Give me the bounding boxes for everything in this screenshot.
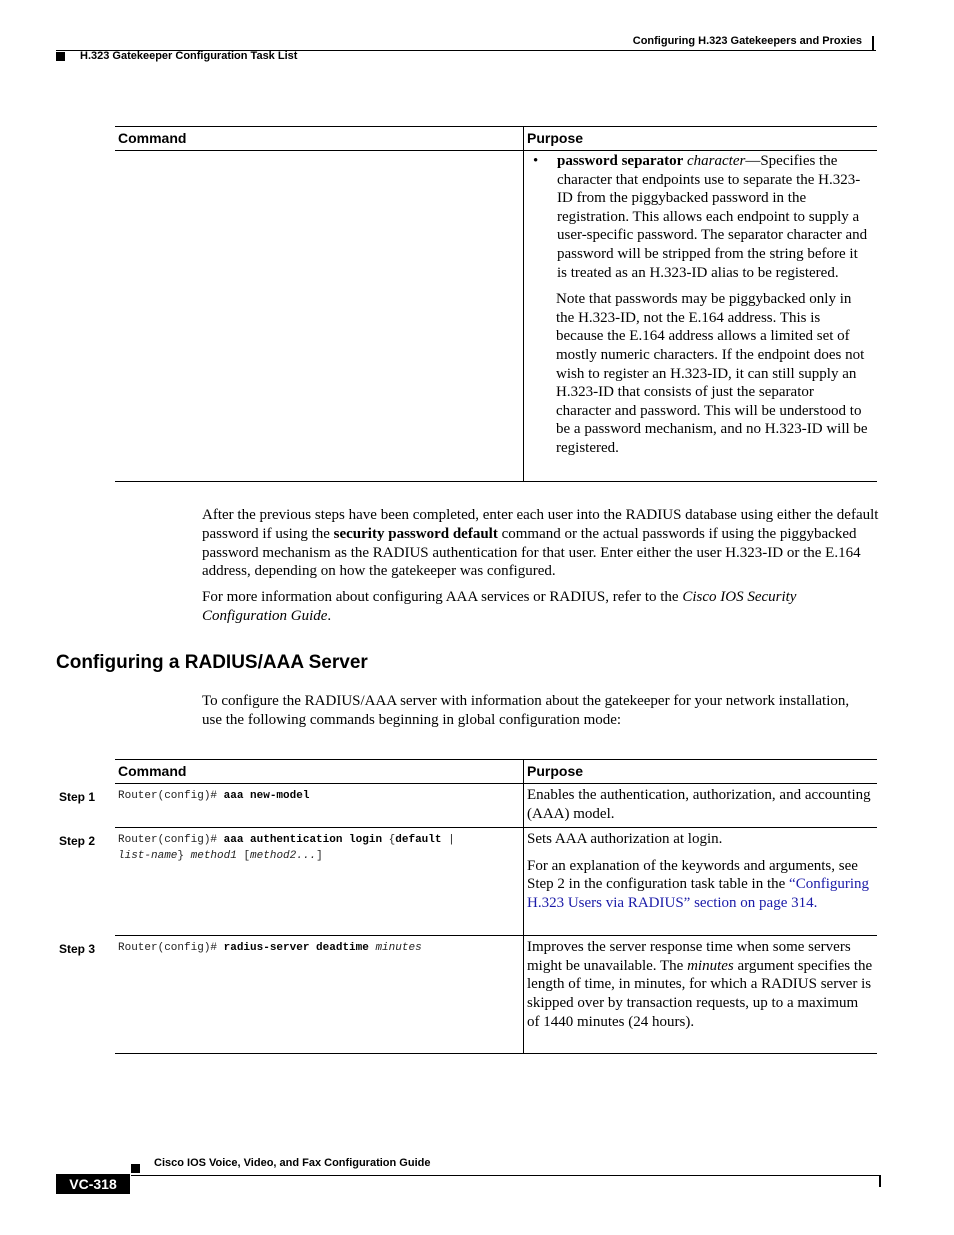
header-bar bbox=[872, 36, 874, 50]
command-cell bbox=[115, 936, 524, 1054]
bullet-text bbox=[557, 152, 869, 282]
purpose-cell bbox=[524, 936, 878, 1054]
step-label-2: Step 2 bbox=[59, 834, 96, 848]
purpose-text: Sets AAA authorization at login. bbox=[527, 831, 723, 848]
paragraph-intro: To configure the RADIUS/AAA server with information about the gatekeeper for your network installation, use the following commands beginning in global configuration mode: bbox=[202, 693, 850, 728]
syntax-bracket: [ bbox=[236, 850, 251, 863]
column-header-purpose: Purpose bbox=[524, 760, 878, 784]
syntax-pipe: | bbox=[441, 834, 455, 847]
syntax-brace: } bbox=[177, 850, 191, 863]
prompt: Router(config)# bbox=[118, 790, 224, 802]
purpose-cell bbox=[524, 151, 878, 482]
table-row bbox=[115, 784, 877, 828]
argument-method1: method1 bbox=[190, 850, 237, 863]
command-keyword: radius-server deadtime bbox=[223, 942, 369, 955]
footer-bar bbox=[879, 1175, 881, 1187]
bullet-icon: • bbox=[533, 153, 539, 169]
header-marker bbox=[56, 52, 65, 61]
paragraph-more-info bbox=[202, 588, 882, 626]
command-cell-empty bbox=[115, 151, 524, 482]
step-label-1: Step 1 bbox=[59, 790, 96, 804]
section-heading: Configuring a RADIUS/AAA Server bbox=[56, 652, 368, 673]
syntax-bracket: ] bbox=[316, 850, 323, 863]
page-number: VC-318 bbox=[56, 1174, 130, 1194]
keyword-password-separator: password separator bbox=[557, 153, 684, 169]
prompt: Router(config)# bbox=[118, 942, 224, 955]
table-row bbox=[115, 936, 877, 1054]
note-paragraph: Note that passwords may be piggybacked only in the H.323-ID, not the E.164 address. This is because the E.164 address allows a limited set of mostly numeric characters. If the endpoint does not wish to register an H.323-ID, it can still supply an H.323-ID that consists of just the separator character and password. This will be understood to be a password mechanism, and no H.323-ID will be registered. bbox=[556, 291, 868, 456]
radius-command-table bbox=[115, 759, 877, 1054]
purpose-text-part: argument specifies the length of time, in minutes, for which a RADIUS server is skipped over by transaction requests, up to a maximum of 1440 minutes (24 hours). bbox=[527, 957, 873, 1030]
column-header-command: Command bbox=[118, 763, 187, 779]
paragraph-text: command or the actual passwords if using the piggybacked password mechanism as the RADIUS authentication for that user. Enter either the user H.323-ID or the E.164 address, depending on how the gatekeeper was configured. bbox=[202, 525, 861, 580]
footer-rule bbox=[131, 1175, 881, 1176]
command-cell bbox=[115, 828, 524, 936]
paragraph-radius-users bbox=[202, 506, 882, 581]
purpose-cell: Enables the authentication, authorization, and accounting (AAA) model. bbox=[524, 784, 878, 828]
argument-character: character bbox=[687, 153, 746, 169]
command-table-continued bbox=[115, 126, 877, 482]
keyword-default: default bbox=[395, 834, 442, 847]
purpose-text-part: Improves the server response time when some servers might be unavailable. The bbox=[527, 939, 851, 974]
argument-minutes: minutes bbox=[368, 942, 422, 955]
bullet-description: —Specifies the character that endpoints use to separate the H.323-ID from the piggybacked password in the registration. This allows each endpoint to supply a user-specific password. The separator character and password will be stripped from the string before it is treated as an H.323-ID alias to be registered. bbox=[557, 153, 868, 281]
purpose-text-part: For an explanation of the keywords and arguments, see Step 2 in the configuration task table in the bbox=[527, 857, 858, 893]
bullet-item bbox=[532, 152, 869, 282]
argument-method2: method2... bbox=[250, 850, 317, 863]
column-header-command: Command bbox=[118, 130, 187, 146]
book-reference: Cisco IOS Security Configuration Guide bbox=[202, 589, 797, 624]
column-header-purpose: Purpose bbox=[524, 127, 878, 151]
purpose-text bbox=[527, 857, 873, 913]
header-chapter-title: Configuring H.323 Gatekeepers and Proxies bbox=[632, 35, 862, 47]
step-label-3: Step 3 bbox=[59, 942, 96, 956]
prompt: Router(config)# bbox=[118, 834, 224, 847]
paragraph-text: After the previous steps have been completed, enter each user into the RADIUS database using either the default password if using the bbox=[202, 507, 879, 542]
syntax-brace: { bbox=[382, 834, 396, 847]
command-cell bbox=[115, 784, 524, 828]
footer-marker bbox=[131, 1164, 140, 1173]
paragraph-text: . bbox=[327, 607, 332, 624]
header-section-title: H.323 Gatekeeper Configuration Task List bbox=[80, 50, 298, 62]
keyword-security-password-default: security password default bbox=[333, 525, 498, 542]
argument-list-name: list-name bbox=[118, 850, 178, 863]
purpose-cell bbox=[524, 828, 878, 936]
cross-reference-link[interactable]: “Configuring H.323 Users via RADIUS” section on page 314. bbox=[527, 876, 870, 911]
argument-minutes: minutes bbox=[687, 957, 734, 974]
command-keyword: aaa authentication login bbox=[223, 834, 383, 847]
table-row bbox=[115, 828, 877, 936]
paragraph-text: For more information about configuring AAA services or RADIUS, refer to the bbox=[202, 589, 683, 605]
footer-book-title: Cisco IOS Voice, Video, and Fax Configuration Guide bbox=[154, 1157, 431, 1169]
command-keyword: aaa new-model bbox=[223, 790, 310, 802]
